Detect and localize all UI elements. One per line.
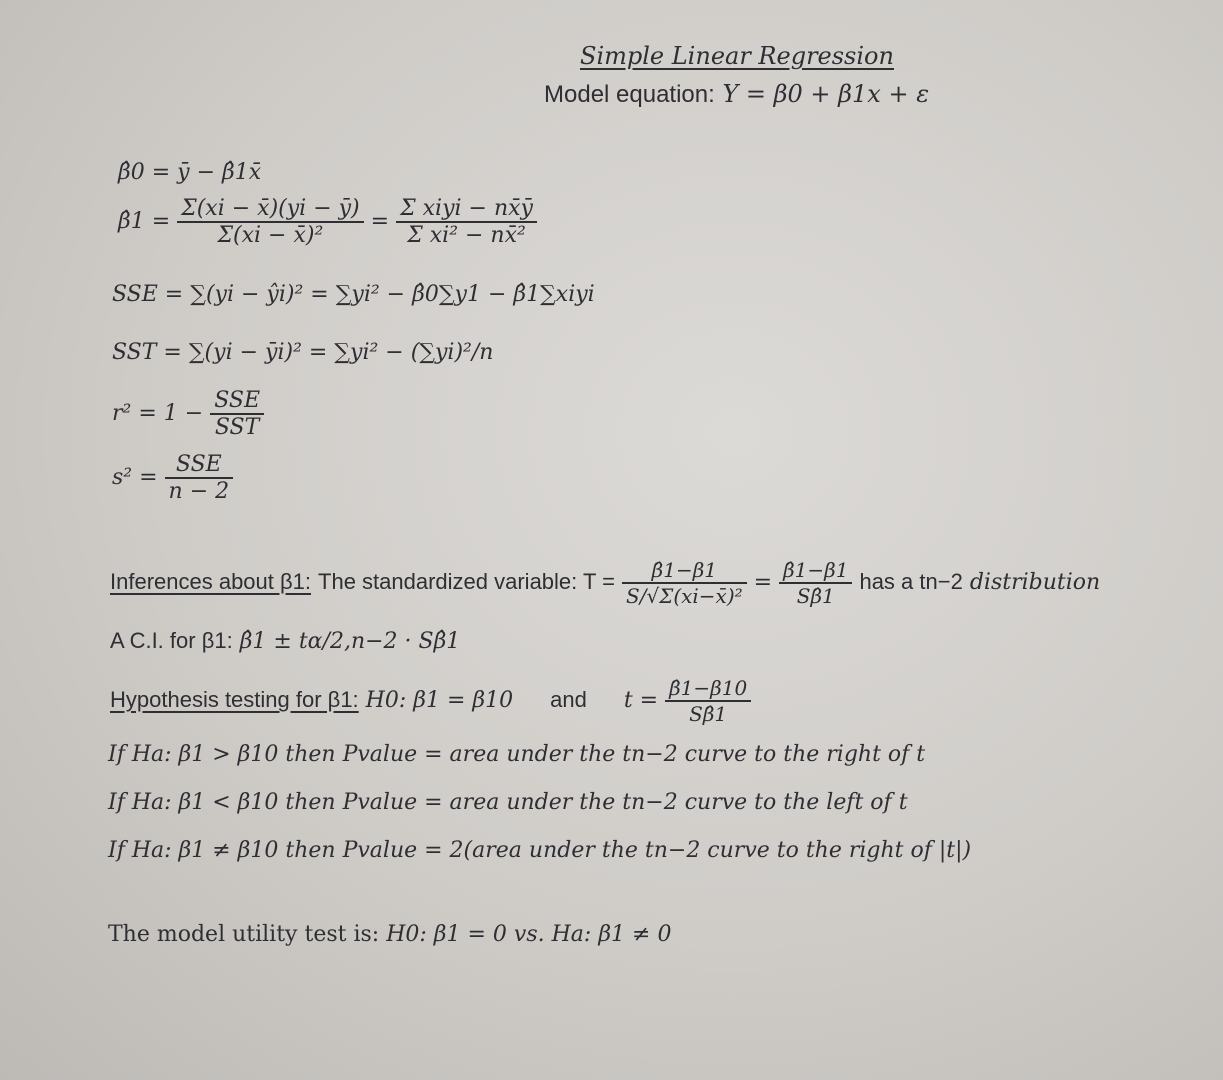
inference-intro: The standardized variable: T = xyxy=(318,569,615,594)
t-stat-numerator: β̂1−β10 xyxy=(665,676,751,702)
beta0-lhs: β̂0 = xyxy=(118,160,171,185)
utility-label: The model utility test is: xyxy=(108,922,380,947)
t-equals: = xyxy=(753,570,773,595)
r-squared-formula xyxy=(112,388,264,440)
beta0-formula xyxy=(118,160,261,185)
t-fraction-2 xyxy=(779,558,852,608)
beta1-denominator-1: Σ(xi − x̄)² xyxy=(217,223,324,248)
case-two-tail: If Ha: β1 ≠ β10 then Pvalue = 2(area under the tn−2 curve to the right of |t|) xyxy=(108,838,972,863)
sst-formula: SST = ∑(yi − ȳi)² = ∑yi² − (∑yi)²/n xyxy=(112,340,494,365)
distribution-text-2: distribution xyxy=(969,570,1101,595)
beta1-lhs: β̂1 = xyxy=(118,209,171,234)
case-right-tail: If Ha: β1 > β10 then Pvalue = area under the tn−2 curve to the right of t xyxy=(108,742,926,767)
r2-lhs: r² = 1 − xyxy=(112,401,204,426)
beta1-formula xyxy=(118,196,537,248)
title-text: Simple Linear Regression xyxy=(580,42,894,70)
null-hypothesis: H0: β1 = β10 xyxy=(365,688,514,713)
and-text: and xyxy=(550,687,587,712)
t-denominator-1: S/√Σ(xi−x̄)² xyxy=(626,584,743,608)
t-stat-denominator: Sβ̂1 xyxy=(689,702,728,726)
hypothesis-heading: Hypothesis testing for β1: xyxy=(110,687,359,712)
r2-fraction xyxy=(210,388,264,440)
utility-formula: H0: β1 = 0 vs. Ha: β1 ≠ 0 xyxy=(386,922,672,947)
distribution-text-1: has a tn−2 xyxy=(859,569,963,594)
s2-fraction xyxy=(165,452,234,504)
sse-formula: SSE = ∑(yi − ŷi)² = ∑yi² − β̂0∑y1 − β̂1∑xiyi xyxy=(112,282,595,307)
confidence-interval xyxy=(110,628,460,654)
r2-numerator: SSE xyxy=(210,388,264,415)
ci-formula: β̂1 ± tα/2,n−2 · Sβ̂1 xyxy=(239,629,461,654)
beta1-fraction-1 xyxy=(177,196,363,248)
t-stat-fraction xyxy=(665,676,751,726)
beta0-rhs: ȳ − β̂1x̄ xyxy=(177,160,262,185)
model-equation xyxy=(544,80,929,109)
t-stat-lhs: t = xyxy=(623,688,659,713)
hypothesis-line xyxy=(110,676,751,726)
beta1-fraction-2 xyxy=(396,196,537,248)
beta1-denominator-2: Σ xi² − nx̄² xyxy=(407,223,526,248)
model-label: Model equation: xyxy=(544,81,715,108)
t-numerator-2: β̂1−β1 xyxy=(779,558,852,584)
s2-numerator: SSE xyxy=(165,452,234,479)
t-numerator-1: β̂1−β1 xyxy=(622,558,747,584)
case-left-tail: If Ha: β1 < β10 then Pvalue = area under the tn−2 curve to the left of t xyxy=(108,790,908,815)
t-fraction-1 xyxy=(622,558,747,608)
s-squared-formula xyxy=(112,452,233,504)
inference-line xyxy=(110,558,1100,608)
page-title xyxy=(580,42,894,70)
inference-heading: Inferences about β1: xyxy=(110,569,312,594)
model-formula: Y = β0 + β1x + ε xyxy=(722,80,930,108)
ci-label: A C.I. for β1: xyxy=(110,628,233,653)
r2-denominator: SST xyxy=(214,415,260,440)
model-utility-test xyxy=(108,922,671,947)
t-denominator-2: Sβ̂1 xyxy=(796,584,835,608)
beta1-numerator-2: Σ xiyi − nx̄ȳ xyxy=(396,196,537,223)
beta1-equals: = xyxy=(370,209,390,234)
s2-denominator: n − 2 xyxy=(168,479,230,504)
beta1-numerator-1: Σ(xi − x̄)(yi − ȳ) xyxy=(177,196,363,223)
s2-lhs: s² = xyxy=(112,465,158,490)
